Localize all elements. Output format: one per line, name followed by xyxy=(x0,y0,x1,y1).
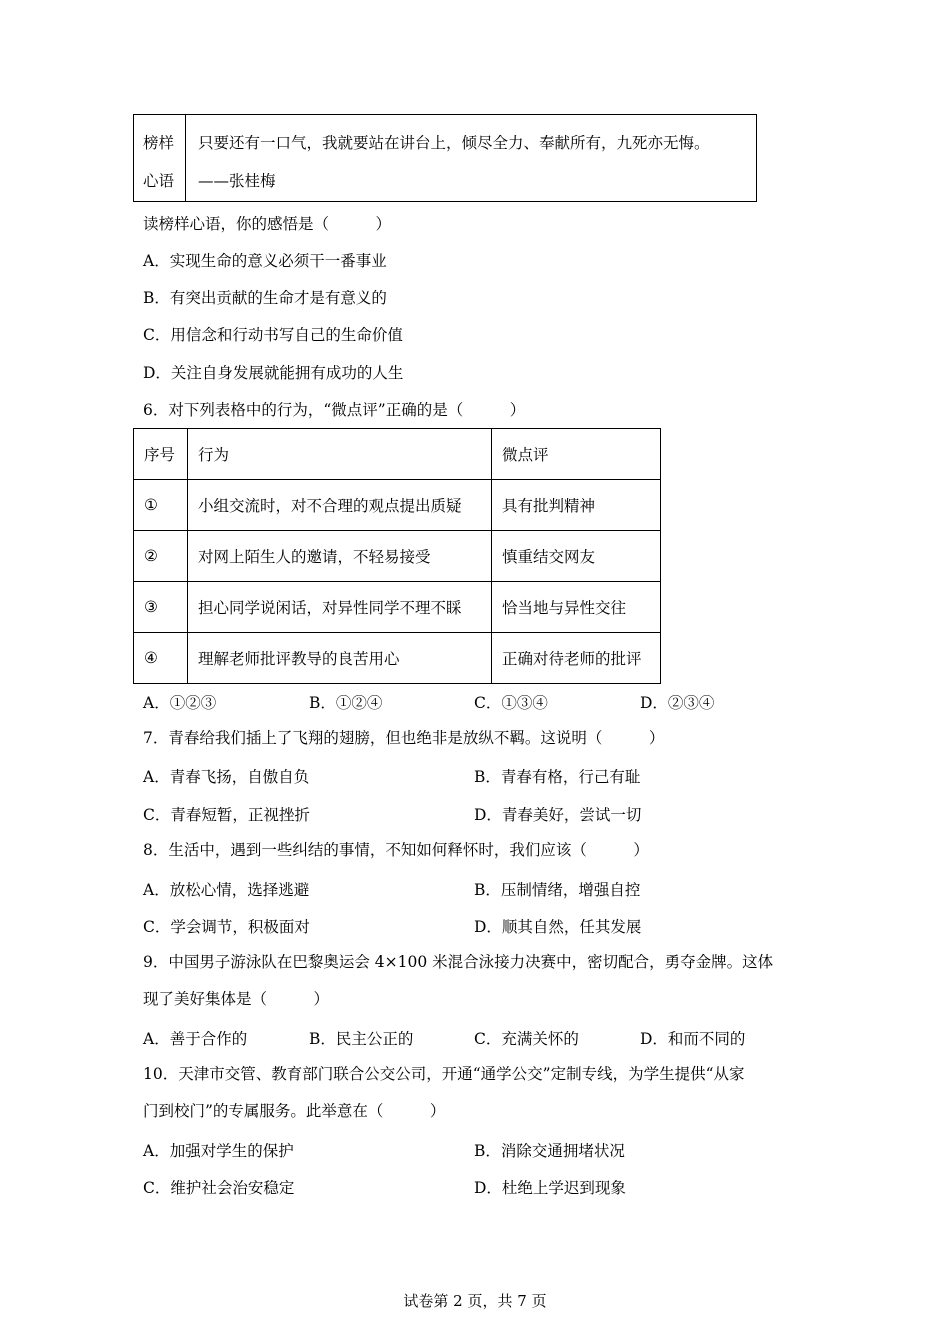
q10-option-d: D．杜绝上学迟到现象 xyxy=(474,1179,626,1197)
table-cell: 具有批判精神 xyxy=(492,480,661,531)
table-cell: 恰当地与异性交往 xyxy=(492,582,661,633)
table-cell: ① xyxy=(134,480,188,531)
q8-option-c: C．学会调节，积极面对 xyxy=(143,918,310,936)
q9-option-c: C．充满关怀的 xyxy=(474,1030,579,1048)
q8-stem: 8．生活中，遇到一些纠结的事情，不知如何释怀时，我们应该（ ） xyxy=(143,841,649,859)
table-cell: 慎重结交网友 xyxy=(492,531,661,582)
q5-option-d: D．关注自身发展就能拥有成功的人生 xyxy=(143,364,404,382)
quote-label-cell xyxy=(134,115,186,201)
table-header-cell: 行为 xyxy=(188,429,492,480)
q10-option-b: B．消除交通拥堵状况 xyxy=(474,1142,625,1160)
q5-stem: 读榜样心语，你的感悟是（ ） xyxy=(143,215,392,233)
quote-text-line1: 只要还有一口气，我就要站在讲台上，倾尽全力、奉献所有，九死亦无悔。 xyxy=(198,134,710,152)
q6-stem: 6．对下列表格中的行为，“微点评”正确的是（ ） xyxy=(143,401,526,419)
quote-text-line2: ——张桂梅 xyxy=(198,172,276,190)
q9-stem-line1: 9．中国男子游泳队在巴黎奥运会 4×100 米混合泳接力决赛中，密切配合，勇夺金牌。这体 xyxy=(143,953,774,971)
q7-option-d: D．青春美好，尝试一切 xyxy=(474,806,642,824)
table-header-cell: 序号 xyxy=(134,429,188,480)
q7-option-a: A．青春飞扬，自傲自负 xyxy=(143,768,310,786)
q10-option-c: C．维护社会治安稳定 xyxy=(143,1179,295,1197)
q5-option-b: B．有突出贡献的生命才是有意义的 xyxy=(143,289,387,307)
table-cell: ② xyxy=(134,531,188,582)
table-cell: 小组交流时，对不合理的观点提出质疑 xyxy=(188,480,492,531)
table-cell: 对网上陌生人的邀请，不轻易接受 xyxy=(188,531,492,582)
table-cell: 担心同学说闲话，对异性同学不理不睬 xyxy=(188,582,492,633)
q9-option-d: D．和而不同的 xyxy=(640,1030,746,1048)
q9-option-a: A．善于合作的 xyxy=(143,1030,248,1048)
q8-option-a: A．放松心情，选择逃避 xyxy=(143,881,310,899)
q9-stem-line2: 现了美好集体是（ ） xyxy=(143,990,330,1008)
q6-option-a: A．①②③ xyxy=(143,694,217,712)
q7-option-c: C．青春短暂，正视挫折 xyxy=(143,806,310,824)
q8-option-d: D．顺其自然，任其发展 xyxy=(474,918,642,936)
q10-option-a: A．加强对学生的保护 xyxy=(143,1142,294,1160)
q7-stem: 7．青春给我们插上了飞翔的翅膀，但也绝非是放纵不羁。这说明（ ） xyxy=(143,729,665,747)
table-row xyxy=(134,480,661,531)
q6-option-b: B．①②④ xyxy=(309,694,383,712)
quote-box xyxy=(133,114,757,202)
table-cell: 理解老师批评教导的良苦用心 xyxy=(188,633,492,684)
table-cell: 正确对待老师的批评 xyxy=(492,633,661,684)
table-cell: ④ xyxy=(134,633,188,684)
q7-option-b: B．青春有格，行己有耻 xyxy=(474,768,641,786)
q8-option-b: B．压制情绪，增强自控 xyxy=(474,881,641,899)
q6-option-d: D．②③④ xyxy=(640,694,715,712)
table-row xyxy=(134,582,661,633)
behaviour-table xyxy=(133,428,661,684)
table-row xyxy=(134,531,661,582)
table-cell: ③ xyxy=(134,582,188,633)
table-row xyxy=(134,633,661,684)
q6-option-c: C．①③④ xyxy=(474,694,548,712)
q5-option-a: A．实现生命的意义必须干一番事业 xyxy=(143,252,387,270)
quote-label-line1: 榜样 xyxy=(143,134,175,152)
page-footer: 试卷第 2 页，共 7 页 xyxy=(403,1292,547,1310)
q10-stem-line2: 门到校门”的专属服务。此举意在（ ） xyxy=(143,1102,446,1120)
q10-stem-line1: 10．天津市交管、教育部门联合公交公司，开通“通学公交”定制专线，为学生提供“从家 xyxy=(143,1065,745,1083)
table-header-row xyxy=(134,429,661,480)
q9-option-b: B．民主公正的 xyxy=(309,1030,414,1048)
table-header-cell: 微点评 xyxy=(492,429,661,480)
q5-option-c: C．用信念和行动书写自己的生命价值 xyxy=(143,326,403,344)
quote-label-line2: 心语 xyxy=(143,172,175,190)
